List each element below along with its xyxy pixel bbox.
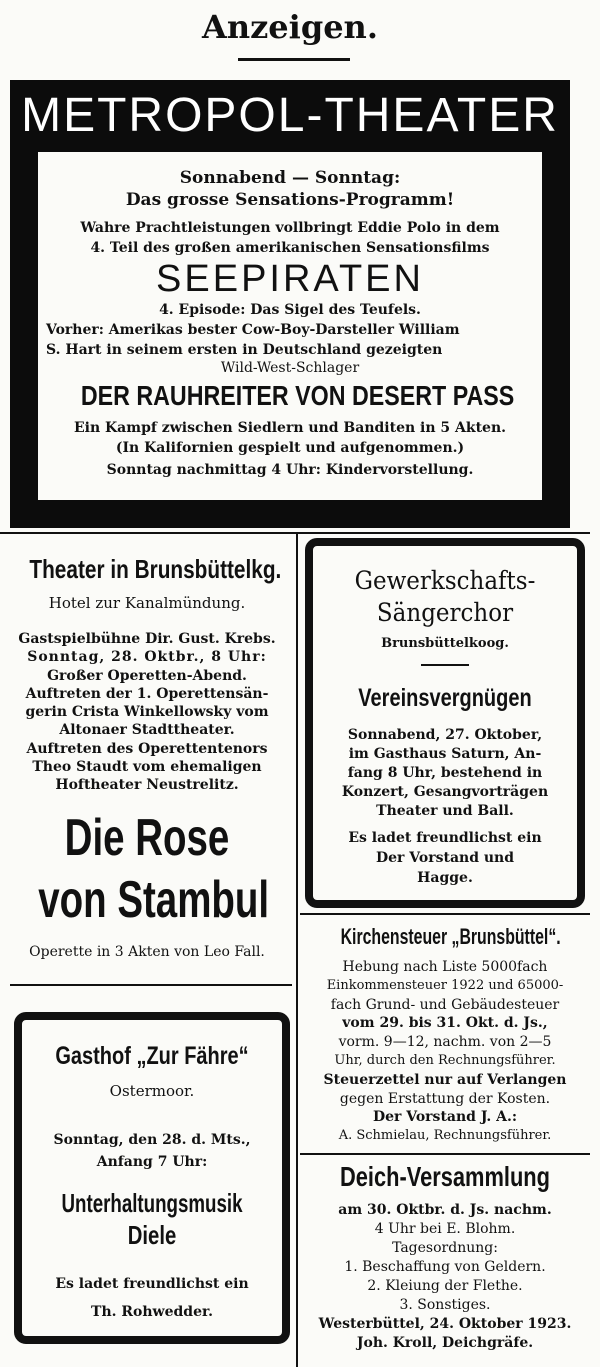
kirchensteuer-details [300,958,590,1146]
metropol-vorher-3: Wild-West-Schlager [220,360,360,376]
gewerkschaft-invite-1: Es ladet freundlichst ein [348,830,542,846]
gasthof-date-2: Anfang 7 Uhr: [96,1154,208,1170]
metropol-ad [38,152,542,500]
deich-line: 2. Kleiung der Flethe. [367,1278,523,1294]
deich-line: Joh. Kroll, Deichgräfe. [356,1335,534,1351]
theater-hotel: Hotel zur Kanalmündung. [48,594,246,612]
deich-line: Westerbüttel, 24. Oktober 1923. [318,1316,572,1332]
theater-line: Sonntag, 28. Oktbr., 8 Uhr: [27,649,267,666]
gewerkschaft-line: Theater und Ball. [376,803,514,819]
theater-line: Großer Operetten-Abend. [47,667,247,684]
gasthof-event-2: Diele [127,1220,177,1250]
kirchensteuer-bottom-rule [300,1153,590,1155]
title-underline [238,58,350,61]
gewerkschaft-invite-2: Der Vorstand und [376,850,514,866]
gasthof-place: Ostermoor. [109,1082,195,1100]
theater-line: Theo Staudt vom ehemaligen [32,759,262,776]
kirchensteuer-line: fach Grund- und Gebäudesteuer [330,996,560,1013]
theater-line: Auftreten der 1. Operettensän- [25,685,269,702]
theater-details [0,630,294,795]
metropol-frame-left [10,152,38,500]
metropol-days: Sonnabend — Sonntag: [179,168,401,188]
kirchensteuer-line: A. Schmielau, Rechnungsführer. [338,1128,552,1144]
gasthof-ad [14,1012,290,1344]
metropol-desc-2: (In Kalifornien gespielt und aufgenommen.) [115,440,465,456]
deich-details [300,1201,590,1353]
theater-bottom-rule [10,984,292,986]
kirchensteuer-line: Steuerzettel nur auf Verlangen [323,1071,567,1088]
deich-line: 4 Uhr bei E. Blohm. [374,1221,516,1237]
kirchensteuer-line: vorm. 9—12, nachm. von 2—5 [338,1034,552,1051]
deich-title: Deich-Versammlung [340,1161,550,1192]
theater-footer: Operette in 3 Akten von Leo Fall. [29,944,265,960]
deich-line: 3. Sonstiges. [399,1297,491,1313]
kirchensteuer-title: Kirchensteuer „Brunsbüttel“. [340,924,561,949]
theater-show-title-1: Die Rose [64,809,230,867]
metropol-footer-bar [10,500,570,528]
gewerkschaft-line: Konzert, Gesangvorträgen [341,784,549,800]
gasthof-host: Th. Rohwedder. [91,1304,213,1320]
gewerkschaft-bottom-rule [300,913,590,915]
metropol-episode: 4. Episode: Das Sigel des Teufels. [159,302,421,318]
metropol-film-seepiraten: SEEPIRATEN [156,258,424,300]
theater-line: gerin Crista Winkellowsky vom [25,704,269,721]
metropol-frame-right [542,152,570,500]
kirchensteuer-line: Einkommensteuer 1922 und 65000- [326,977,564,993]
theater-line: Hoftheater Neustrelitz. [55,777,239,794]
gasthof-title: Gasthof „Zur Fähre“ [55,1042,249,1070]
theater-ad [0,540,294,980]
metropol-program: Das grosse Sensations-Programm! [125,190,455,210]
page-title: Anzeigen. [202,8,378,46]
metropol-intro-2: 4. Teil des großen amerikanischen Sensationsfilms [90,240,490,256]
gewerkschaft-ad [305,538,585,908]
gewerkschaft-title-1: Gewerkschafts- [354,566,536,595]
gasthof-event-1: Unterhaltungsmusik [61,1188,243,1218]
gasthof-date-1: Sonntag, den 28. d. Mts., [53,1132,251,1148]
gewerkschaft-details [313,726,577,821]
gewerkschaft-line: fang 8 Uhr, bestehend in [347,765,543,781]
gewerkschaft-invite-3: Hagge. [417,870,473,886]
deich-line: Tagesordnung: [392,1240,498,1256]
metropol-title: METROPOL-THEATER [21,89,559,142]
gewerkschaft-divider [421,664,469,666]
theater-line: Auftreten des Operettentenors [26,740,268,757]
column-divider [296,534,298,1367]
metropol-vorher-1: Vorher: Amerikas bester Cow-Boy-Darsteller William [46,322,460,338]
deich-line: 1. Beschaffung von Geldern. [344,1259,546,1275]
gewerkschaft-line: Sonnabend, 27. Oktober, [347,727,543,743]
kirchensteuer-line: vom 29. bis 31. Okt. d. Js., [342,1015,548,1032]
theater-title: Theater in Brunsbüttelkg. [29,554,282,584]
gewerkschaft-title-2: Sängerchor [376,598,514,627]
gewerkschaft-line: im Gasthaus Saturn, An- [348,746,542,762]
kirchensteuer-line: Uhr, durch den Rechnungsführer. [334,1052,556,1068]
metropol-intro-1: Wahre Prachtleistungen vollbringt Eddie Polo in dem [80,220,500,236]
metropol-bottom-rule [0,532,590,534]
gewerkschaft-place: Brunsbüttelkoog. [381,636,509,651]
deich-ad [300,1157,590,1362]
kirchensteuer-ad [300,918,590,1153]
metropol-vorher-2: S. Hart in seinem ersten in Deutschland gezeigten [46,342,443,358]
kirchensteuer-line: gegen Erstattung der Kosten. [339,1090,551,1107]
metropol-sunday: Sonntag nachmittag 4 Uhr: Kindervorstellung. [106,462,474,478]
gewerkschaft-event: Vereinsvergnügen [358,684,532,712]
metropol-desc-1: Ein Kampf zwischen Siedlern und Banditen in 5 Akten. [73,420,507,436]
kirchensteuer-line: Der Vorstand J. A.: [372,1109,518,1126]
deich-line: am 30. Oktbr. d. Js. nachm. [338,1202,552,1218]
kirchensteuer-line: Hebung nach Liste 5000fach [342,959,548,975]
theater-show-title-2: von Stambul [38,871,270,929]
theater-line: Altonaer Stadttheater. [59,722,235,739]
theater-line: Gastspielbühne Dir. Gust. Krebs. [18,631,276,647]
metropol-film-rauhreiter: DER RAUHREITER VON DESERT PASS [80,380,515,411]
gasthof-invite: Es ladet freundlichst ein [55,1276,249,1292]
